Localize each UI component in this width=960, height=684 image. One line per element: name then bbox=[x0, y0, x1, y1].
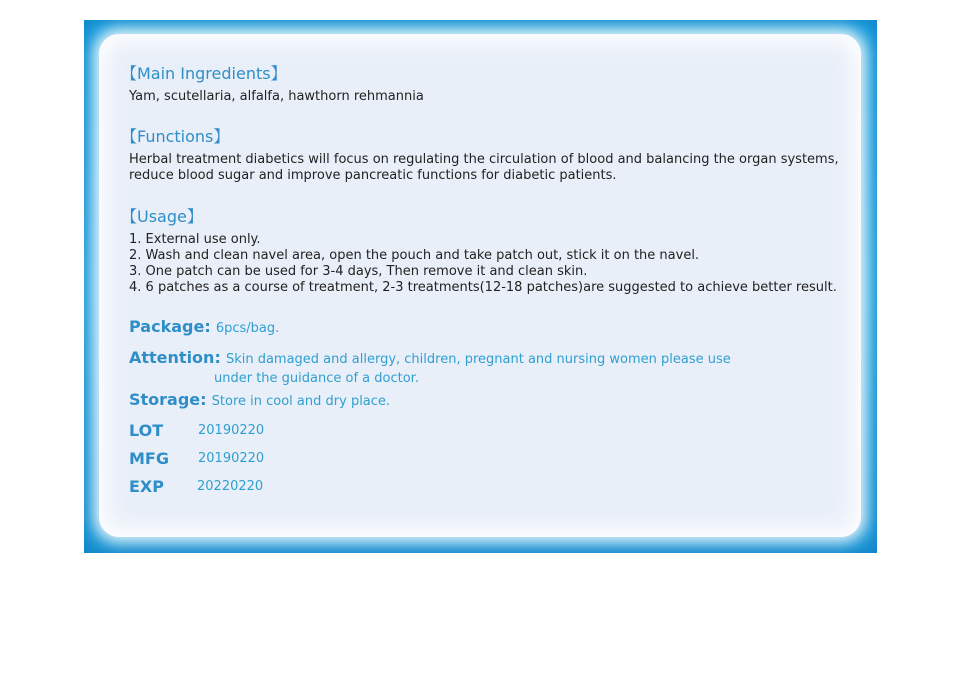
package-label: Package: bbox=[129, 317, 211, 336]
exp-label: EXP bbox=[129, 477, 164, 496]
usage-step: 3. One patch can be used for 3-4 days, Then remove it and clean skin. bbox=[129, 264, 588, 279]
usage-list bbox=[129, 232, 837, 296]
attention-line: Skin damaged and allergy, children, pregnant and nursing women please use bbox=[225, 352, 731, 367]
lot-label: LOT bbox=[129, 421, 164, 440]
mfg-label: MFG bbox=[129, 449, 169, 468]
usage-step: 2. Wash and clean navel area, open the pouch and take patch out, stick it on the navel. bbox=[129, 248, 700, 263]
functions-heading: 【Functions】 bbox=[121, 127, 230, 146]
storage-label: Storage: bbox=[129, 390, 207, 409]
functions-line: reduce blood sugar and improve pancreatic functions for diabetic patients. bbox=[129, 168, 617, 183]
package-row bbox=[129, 317, 279, 336]
mfg-value: 20190220 bbox=[198, 451, 265, 466]
blue-frame bbox=[84, 20, 877, 553]
lot-value: 20190220 bbox=[198, 423, 265, 438]
storage-row bbox=[129, 390, 390, 409]
package-value: 6pcs/bag. bbox=[215, 321, 280, 336]
main-ingredients-heading: 【Main Ingredients】 bbox=[121, 64, 287, 83]
storage-value: Store in cool and dry place. bbox=[211, 394, 391, 409]
attention-line: under the guidance of a doctor. bbox=[214, 371, 419, 386]
info-card bbox=[99, 34, 861, 537]
usage-step: 4. 6 patches as a course of treatment, 2-3 treatments(12-18 patches)are suggested to achieve better result. bbox=[129, 280, 837, 295]
usage-heading: 【Usage】 bbox=[121, 207, 203, 226]
exp-value: 20220220 bbox=[197, 479, 264, 494]
functions-text bbox=[129, 152, 839, 184]
functions-line: Herbal treatment diabetics will focus on regulating the circulation of blood and balancing the organ systems, bbox=[129, 152, 839, 167]
attention-continuation bbox=[214, 367, 419, 386]
main-ingredients-text: Yam, scutellaria, alfalfa, hawthorn rehmannia bbox=[129, 89, 424, 104]
attention-row bbox=[129, 348, 731, 367]
usage-step: 1. External use only. bbox=[129, 232, 261, 247]
attention-label: Attention: bbox=[129, 348, 221, 367]
